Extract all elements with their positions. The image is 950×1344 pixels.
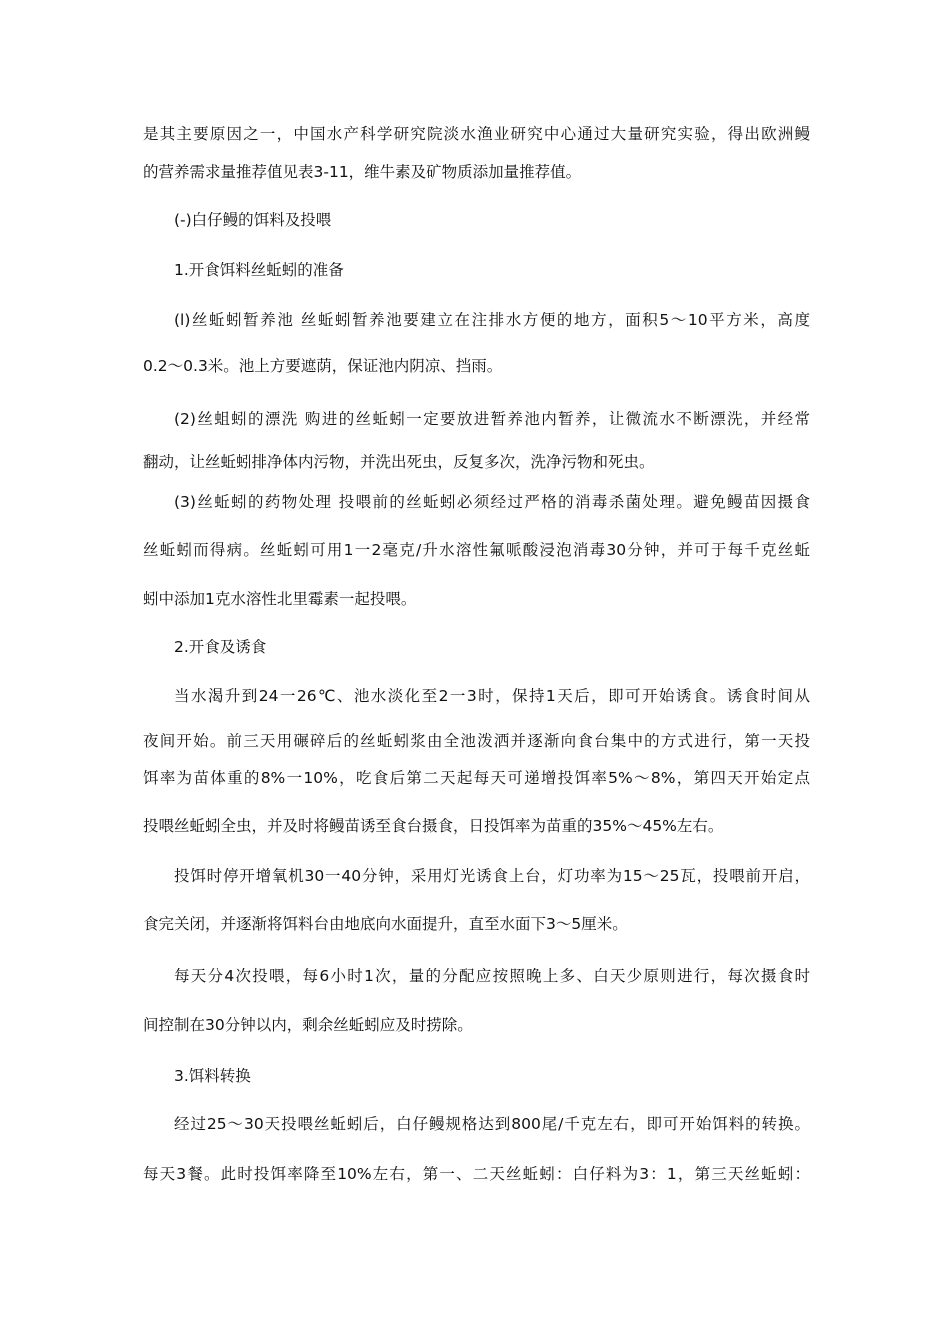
text-line: 0.2～0.3米。池上方要遮荫，保证池内阴凉、挡雨。 xyxy=(143,357,503,375)
text-line: 经过25～30天投喂丝蚯蚓后，白仔鳗规格达到800尾/千克左右，即可开始饵料的转换。 xyxy=(174,1115,810,1133)
text-line: 食完关闭，并逐渐将饵料台由地底向水面提升，直至水面下3～5厘米。 xyxy=(143,915,628,933)
text-line: (2)丝蛆蚓的漂洗 购进的丝蚯蚓一定要放进暂养池内暂养，让微流水不断漂洗，并经常 xyxy=(174,410,810,428)
text-line: (3)丝蚯蚓的药物处理 投喂前的丝蚯蚓必须经过严格的消毒杀菌处理。避免鳗苗因摄食 xyxy=(174,493,810,511)
subsection-heading: 2.开食及诱食 xyxy=(174,638,267,656)
text-line: 饵率为苗体重的8%一10%，吃食后第二天起每天可递增投饵率5%～8%，第四天开始定点 xyxy=(143,769,810,787)
section-heading: (-)白仔鳗的饵料及投喂 xyxy=(174,211,332,229)
text-line: (l)丝蚯蚓暂养池 丝蚯蚓暂养池要建立在注排水方便的地方，面积5～10平方米，高度 xyxy=(174,311,810,329)
text-line: 当水渴升到24一26℃、池水淡化至2一3时，保持1天后，即可开始诱食。诱食时间从 xyxy=(174,687,810,705)
text-line: 投喂丝蚯蚓全虫，并及时将鳗苗诱至食台摄食，日投饵率为苗重的35%～45%左右。 xyxy=(143,817,724,835)
text-line: 翻动，让丝蚯蚓排净体内污物，并洗出死虫，反复多次，洗净污物和死虫。 xyxy=(143,453,655,471)
subsection-heading: 1.开食饵料丝蚯蚓的准备 xyxy=(174,261,344,279)
subsection-heading: 3.饵料转换 xyxy=(174,1067,251,1085)
text-line: 是其主要原因之一，中国水产科学研究院淡水渔业研究中心通过大量研究实验，得出欧洲鳗 xyxy=(143,125,810,143)
text-line: 每天分4次投喂，每6小时1次，量的分配应按照晚上多、白天少原则进行，每次摄食时 xyxy=(174,967,810,985)
text-line: 间控制在30分钟以内，剩余丝蚯蚓应及时捞除。 xyxy=(143,1016,473,1034)
text-line: 的营养需求量推荐值见表3-11，维牛素及矿物质添加量推荐值。 xyxy=(143,163,582,181)
text-line: 投饵时停开增氧机30一40分钟，采用灯光诱食上台，灯功率为15～25瓦，投喂前开启， xyxy=(174,867,810,885)
text-line: 丝蚯蚓而得病。丝蚯蚓可用1一2毫克/升水溶性氟哌酸浸泡消毒30分钟，并可于每千克丝蚯 xyxy=(143,541,810,559)
text-line: 夜间开始。前三天用碾碎后的丝蚯蚓浆由全池泼洒并逐渐向食台集中的方式进行，第一天投 xyxy=(143,732,810,750)
text-line: 每天3餐。此时投饵率降至10%左右，第一、二天丝蚯蚓：白仔料为3：1，第三天丝蚯蚓： xyxy=(143,1165,810,1183)
text-line: 蚓中添加1克水溶性北里霉素一起投喂。 xyxy=(143,590,417,608)
